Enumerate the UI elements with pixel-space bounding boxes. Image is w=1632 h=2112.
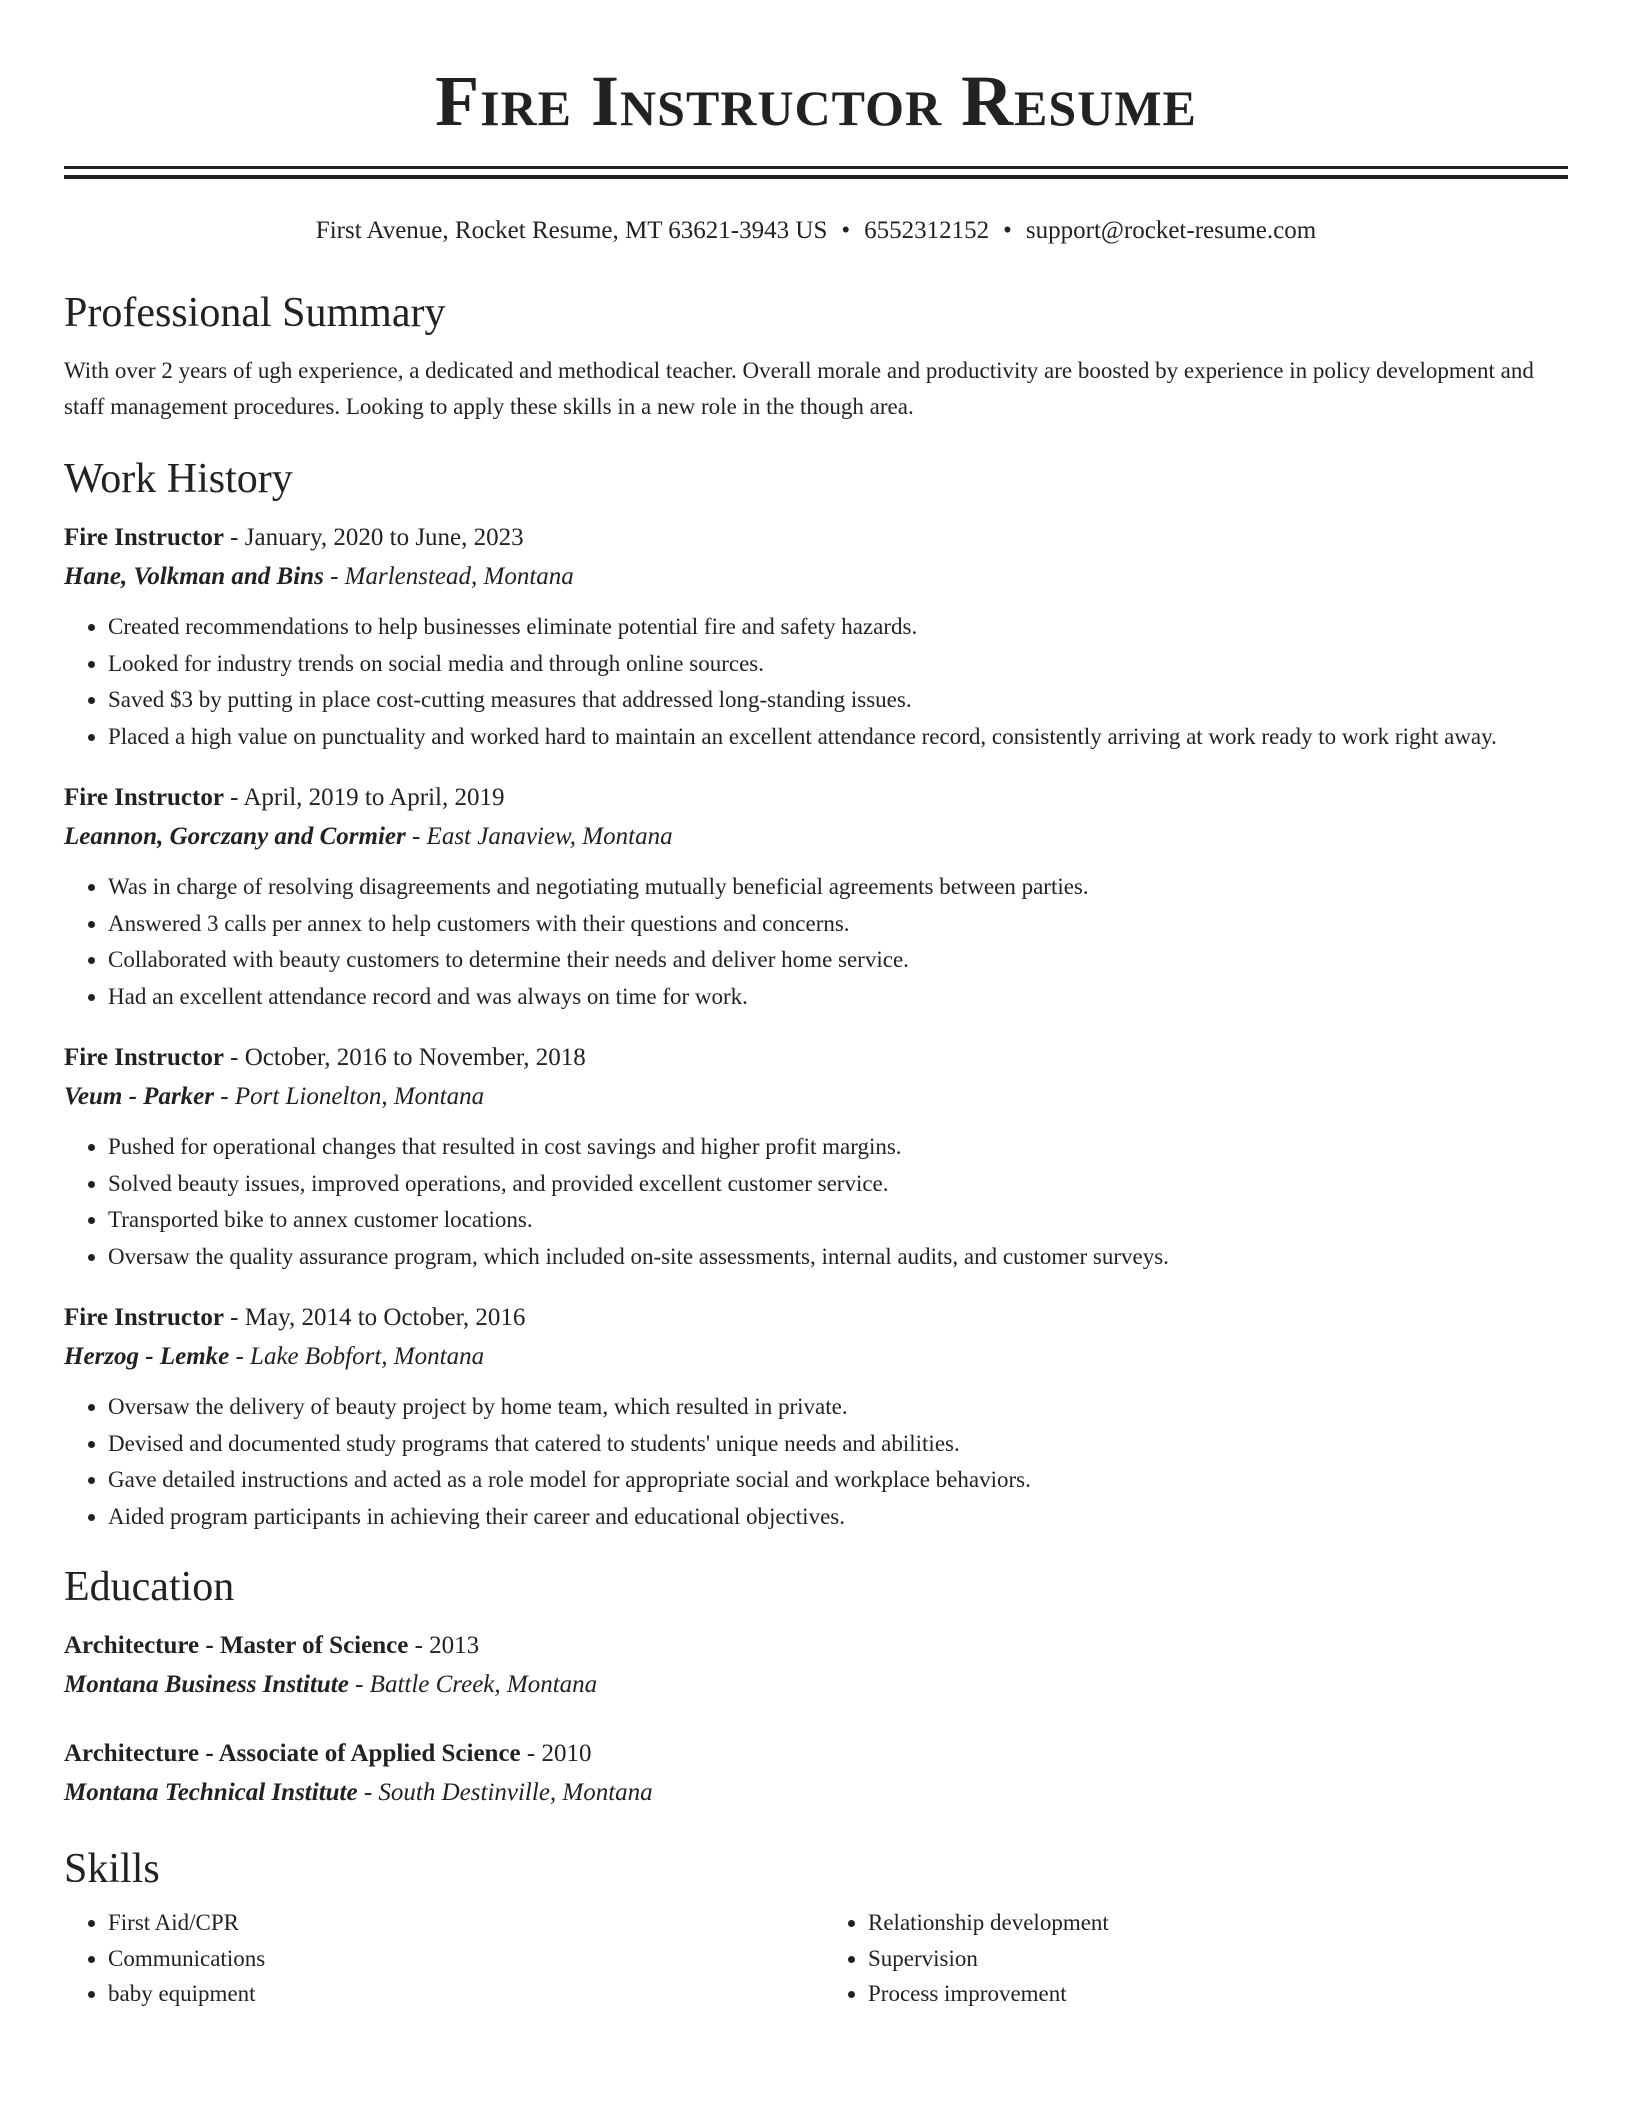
contact-separator: • <box>841 217 851 244</box>
summary-text: With over 2 years of ugh experience, a dedicated and methodical teacher. Overall morale and productivity are boosted by experience in policy development and staff management procedures. Looking to apply these skills in a new role in the though area. <box>64 358 1534 419</box>
job-bullet: • Answered 3 calls per annex to help customers with their questions and concerns. <box>108 906 1568 943</box>
skill-item: • First Aid/CPR <box>108 1905 808 1941</box>
company-location: - Marlenstead, Montana <box>323 563 574 590</box>
company-line <box>64 817 1568 857</box>
job-title-line <box>64 1299 1568 1337</box>
degree-line <box>64 1735 1568 1773</box>
resume-title: Fire Instructor Resume <box>435 61 1197 141</box>
degree-name: Architecture - Associate of Applied Science <box>64 1740 521 1767</box>
company-name: Leannon, Gorczany and Cormier <box>64 823 406 850</box>
company-location: - East Janaview, Montana <box>405 823 673 850</box>
job-bullet: • Oversaw the delivery of beauty project by home team, which resulted in private. <box>108 1389 1568 1426</box>
degree-name: Architecture - Master of Science <box>64 1632 409 1659</box>
job-bullet: • Looked for industry trends on social media and through online sources. <box>108 646 1568 683</box>
skills-column-left <box>64 1905 808 2012</box>
job-entry <box>64 1039 1568 1275</box>
education-entry <box>64 1627 1568 1705</box>
job-bullet: • Gave detailed instructions and acted as a role model for appropriate social and workplace behaviors. <box>108 1462 1568 1499</box>
job-entry <box>64 519 1568 755</box>
job-dates: - April, 2019 to April, 2019 <box>223 784 505 811</box>
job-bullet: • Pushed for operational changes that resulted in cost savings and higher profit margins. <box>108 1129 1568 1166</box>
job-bullet: • Transported bike to annex customer locations. <box>108 1202 1568 1239</box>
job-title-line <box>64 1039 1568 1077</box>
job-title: Fire Instructor <box>64 1044 224 1071</box>
resume-page <box>64 0 1568 2012</box>
job-title: Fire Instructor <box>64 784 224 811</box>
education-entry <box>64 1735 1568 1813</box>
company-name: Hane, Volkman and Bins <box>64 563 324 590</box>
job-bullets <box>64 869 1568 1015</box>
contact-phone: 6552312152 <box>864 217 990 244</box>
job-dates: - October, 2016 to November, 2018 <box>223 1044 586 1071</box>
skill-item: • Communications <box>108 1941 808 1977</box>
company-location: - Lake Bobfort, Montana <box>229 1343 485 1370</box>
contact-line <box>64 215 1568 247</box>
job-bullet: • Had an excellent attendance record and was always on time for work. <box>108 979 1568 1016</box>
job-bullets <box>64 609 1568 755</box>
school-location: - Battle Creek, Montana <box>348 1671 598 1698</box>
company-line <box>64 1077 1568 1117</box>
title-rule-top <box>64 166 1568 169</box>
company-location: - Port Lionelton, Montana <box>214 1083 485 1110</box>
contact-address: First Avenue, Rocket Resume, MT 63621-3943 US <box>315 217 828 244</box>
work-history-heading: Work History <box>64 456 293 502</box>
job-dates: - May, 2014 to October, 2016 <box>223 1304 526 1331</box>
degree-line <box>64 1627 1568 1665</box>
skills-list <box>64 1905 1568 2012</box>
job-title-line <box>64 779 1568 817</box>
job-bullet: • Collaborated with beauty customers to determine their needs and deliver home service. <box>108 942 1568 979</box>
education-heading: Education <box>64 1564 235 1610</box>
job-title: Fire Instructor <box>64 524 224 551</box>
job-title: Fire Instructor <box>64 1304 224 1331</box>
skill-item: • Supervision <box>868 1941 1568 1977</box>
degree-year: - 2010 <box>520 1740 592 1767</box>
job-bullet: • Devised and documented study programs that catered to students' unique needs and abilities. <box>108 1426 1568 1463</box>
summary-heading: Professional Summary <box>64 290 446 336</box>
contact-separator: • <box>1003 217 1012 244</box>
company-line <box>64 557 1568 597</box>
job-bullets <box>64 1129 1568 1275</box>
job-bullet: • Was in charge of resolving disagreements and negotiating mutually beneficial agreements between parties. <box>108 869 1568 906</box>
skill-item: • Process improvement <box>868 1976 1568 2012</box>
skill-item: • baby equipment <box>108 1976 808 2012</box>
job-entry <box>64 779 1568 1015</box>
degree-year: - 2013 <box>408 1632 480 1659</box>
school-name: Montana Business Institute <box>64 1671 349 1698</box>
job-bullet: • Saved $3 by putting in place cost-cutting measures that addressed long-standing issues. <box>108 682 1568 719</box>
job-bullets <box>64 1389 1568 1535</box>
skill-item: • Relationship development <box>868 1905 1568 1941</box>
company-name: Veum - Parker <box>64 1083 214 1110</box>
company-line <box>64 1337 1568 1377</box>
skills-column-right <box>808 1905 1568 2012</box>
job-bullet: • Oversaw the quality assurance program, which included on-site assessments, internal audits, and customer surveys. <box>108 1239 1568 1276</box>
school-name: Montana Technical Institute <box>64 1779 358 1806</box>
job-bullet: • Aided program participants in achieving their career and educational objectives. <box>108 1499 1568 1536</box>
school-line <box>64 1773 1568 1813</box>
job-title-line <box>64 519 1568 557</box>
job-entry <box>64 1299 1568 1535</box>
job-dates: - January, 2020 to June, 2023 <box>223 524 524 551</box>
job-bullet: • Solved beauty issues, improved operations, and provided excellent customer service. <box>108 1166 1568 1203</box>
job-bullet: • Placed a high value on punctuality and worked hard to maintain an excellent attendance record, consistently arriving at work ready to work right away. <box>108 719 1568 756</box>
job-bullet: • Created recommendations to help businesses eliminate potential fire and safety hazards. <box>108 609 1568 646</box>
skills-heading: Skills <box>64 1846 160 1892</box>
company-name: Herzog - Lemke <box>64 1343 230 1370</box>
school-location: - South Destinville, Montana <box>357 1779 653 1806</box>
contact-email: support@rocket-resume.com <box>1025 217 1317 244</box>
school-line <box>64 1665 1568 1705</box>
title-rule-bottom <box>64 175 1568 179</box>
